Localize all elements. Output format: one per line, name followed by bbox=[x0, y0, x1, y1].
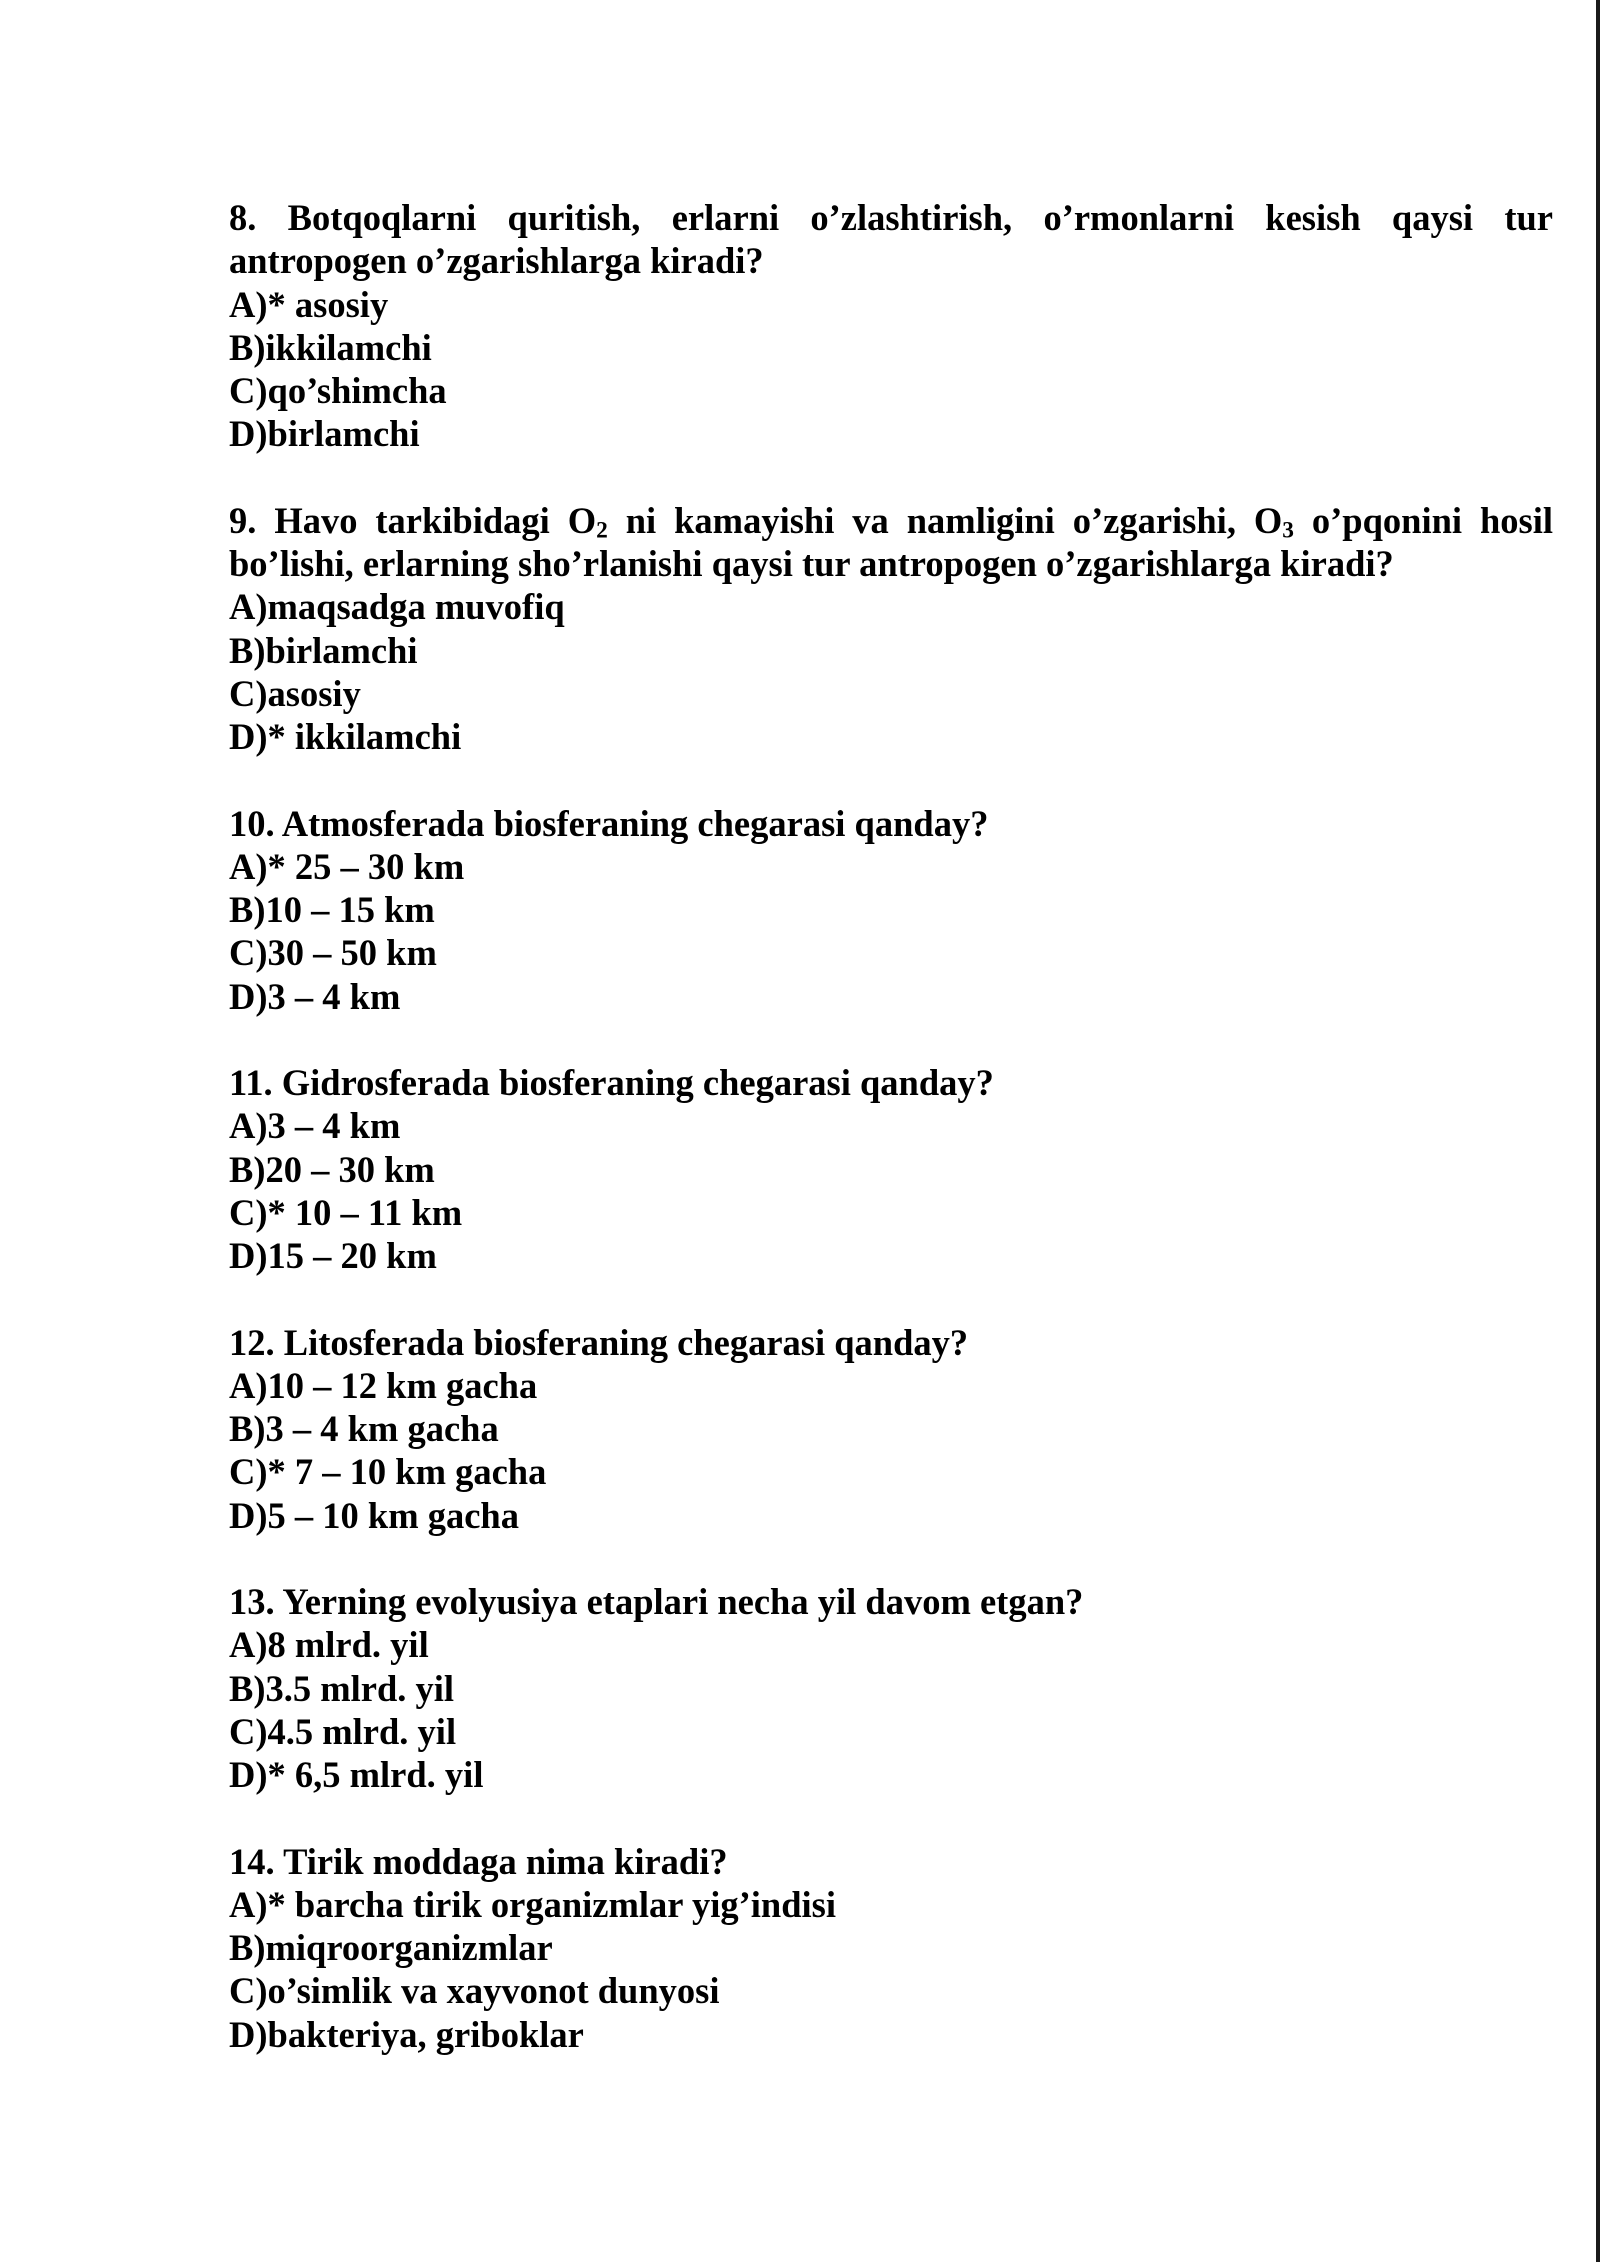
question-12 bbox=[229, 1321, 1553, 1537]
question-body: Litosferada biosferaning chegarasi qanday? bbox=[283, 1321, 969, 1363]
question-list bbox=[229, 196, 1553, 2099]
question-11-text bbox=[229, 1061, 1553, 1104]
question-13-text bbox=[229, 1580, 1553, 1623]
question-9-text bbox=[229, 499, 1553, 586]
option-b: B)ikkilamchi bbox=[229, 326, 432, 368]
question-number: 13. bbox=[229, 1581, 275, 1623]
question-number: 10. bbox=[229, 802, 275, 844]
option-a: A)3 – 4 km bbox=[229, 1105, 401, 1147]
option-a: A)* asosiy bbox=[229, 283, 389, 325]
question-body-part-3: o’pqonini hosil bo’lishi, erlarning sho’rlanishi qaysi tur antropogen o’zgarishlarga kiradi? bbox=[229, 499, 1554, 585]
option-d: D)5 – 10 km gacha bbox=[229, 1494, 519, 1536]
question-number: 9. bbox=[229, 499, 257, 541]
option-a: A)* 25 – 30 km bbox=[229, 845, 465, 887]
question-11 bbox=[229, 1061, 1553, 1277]
question-14-text bbox=[229, 1840, 1553, 1883]
option-c: C)asosiy bbox=[229, 672, 361, 714]
option-d: D)* ikkilamchi bbox=[229, 716, 462, 758]
option-d: D)15 – 20 km bbox=[229, 1235, 437, 1277]
question-body-part-2: ni kamayishi va namligini o’zgarishi, O bbox=[607, 499, 1283, 541]
question-number: 8. bbox=[229, 197, 257, 238]
question-number: 11. bbox=[229, 1062, 273, 1104]
option-b: B)10 – 15 km bbox=[229, 889, 435, 931]
option-d: D)* 6,5 mlrd. yil bbox=[229, 1754, 484, 1796]
question-13 bbox=[229, 1580, 1553, 1796]
option-a: A)* barcha tirik organizmlar yig’indisi bbox=[229, 1883, 836, 1925]
option-c: C)* 10 – 11 km bbox=[229, 1191, 463, 1233]
question-9 bbox=[229, 499, 1553, 759]
question-8-text bbox=[229, 196, 1553, 283]
question-number: 12. bbox=[229, 1321, 275, 1363]
option-b: B)miqroorganizmlar bbox=[229, 1927, 553, 1969]
subscript-3: 3 bbox=[1282, 517, 1294, 544]
option-d: D)birlamchi bbox=[229, 413, 420, 455]
question-body: Yerning evolyusiya etaplari necha yil davom etgan? bbox=[282, 1581, 1084, 1623]
question-body-part-1: Havo tarkibidagi O bbox=[274, 499, 597, 541]
option-d: D)bakteriya, griboklar bbox=[229, 2013, 584, 2055]
option-d: D)3 – 4 km bbox=[229, 975, 401, 1017]
option-b: B)20 – 30 km bbox=[229, 1148, 435, 1190]
option-a: A)10 – 12 km gacha bbox=[229, 1364, 538, 1406]
question-10-text bbox=[229, 802, 1553, 845]
question-body: Tirik moddaga nima kiradi? bbox=[283, 1840, 728, 1882]
question-14 bbox=[229, 1840, 1553, 2056]
question-body: Gidrosferada biosferaning chegarasi qanday? bbox=[281, 1062, 994, 1104]
question-8 bbox=[229, 196, 1553, 456]
option-a: A)8 mlrd. yil bbox=[229, 1624, 429, 1666]
option-b: B)birlamchi bbox=[229, 629, 418, 671]
option-c: C)qo’shimcha bbox=[229, 370, 447, 412]
option-b: B)3.5 mlrd. yil bbox=[229, 1667, 455, 1709]
question-12-text bbox=[229, 1321, 1553, 1364]
question-body: Botqoqlarni quritish, erlarni o’zlashtirish, o’rmonlarni kesish qaysi tur antropogen o’zgarishlarga kiradi? bbox=[229, 197, 1554, 282]
subscript-2: 2 bbox=[596, 517, 608, 544]
option-c: C)30 – 50 km bbox=[229, 932, 437, 974]
question-10 bbox=[229, 802, 1553, 1018]
option-c: C)* 7 – 10 km gacha bbox=[229, 1451, 547, 1493]
page-edge-border bbox=[1596, 0, 1600, 2262]
option-a: A)maqsadga muvofiq bbox=[229, 586, 565, 628]
question-number: 14. bbox=[229, 1840, 275, 1882]
option-c: C)4.5 mlrd. yil bbox=[229, 1710, 457, 1752]
question-body: Atmosferada biosferaning chegarasi qanday? bbox=[281, 802, 989, 844]
option-c: C)o’simlik va xayvonot dunyosi bbox=[229, 1970, 720, 2012]
option-b: B)3 – 4 km gacha bbox=[229, 1408, 499, 1450]
